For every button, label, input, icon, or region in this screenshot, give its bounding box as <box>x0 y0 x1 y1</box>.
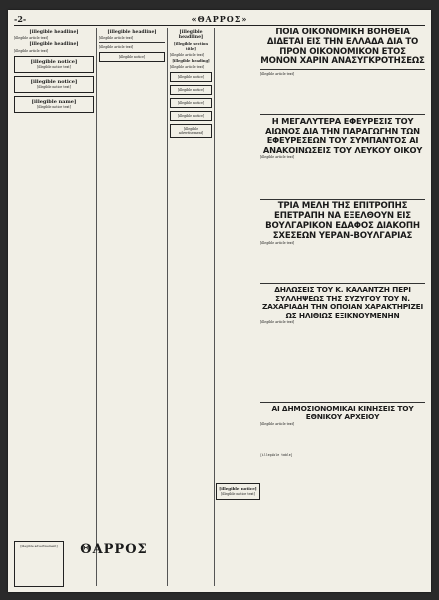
col3-notice-2: [illegible notice] <box>170 85 212 95</box>
divider <box>260 69 425 70</box>
col1-notice-title-2: [illegible notice] <box>30 78 78 85</box>
col1-notice-title-3: [illegible name] <box>31 98 77 105</box>
headline-committee: ΤΡΙΑ ΜΕΛΗ ΤΗΣ ΕΠΙΤΡΟΠΗΣ ΕΠΕΤΡΑΠΗ ΝΑ ΕΞΕΛΘΟΥΝ ΕΙΣ ΒΟΥΛΓΑΡΙΚΟΝ ΕΔΑΦΟΣ ΔΙΑΚΟΠΗ ΣΧΕΣΕΩΝ ΥΕΡΑΝ-ΒΟΥΛΓΑΡΙΑΣ <box>265 201 420 241</box>
divider <box>260 114 425 115</box>
column-2 <box>99 28 165 588</box>
col1-notice-box <box>14 56 94 73</box>
data-table: [illegible table] <box>260 452 293 457</box>
column-3 <box>170 28 212 588</box>
col4-notice <box>216 483 260 500</box>
bottom-ads <box>14 538 164 588</box>
column-rule <box>167 28 168 586</box>
col3-ad: [illegible advertisement] <box>170 124 212 138</box>
col3-notice-1: [illegible notice] <box>170 72 212 82</box>
article-archive: [illegible article text] <box>260 421 295 426</box>
column-4 <box>216 480 260 588</box>
divider <box>99 42 165 43</box>
newspaper-title: «ΘΑΡΡΟΣ» <box>191 14 248 24</box>
article-invention: [illegible article text] <box>260 155 295 160</box>
headline-economic-aid: ΠΟΙΑ ΟΙΚΟΝΟΜΙΚΗ ΒΟΗΘΕΙΑ ΔΙΔΕΤΑΙ ΕΙΣ ΤΗΝ ΕΛΛΑΔΑ ΔΙΑ ΤΟ ΠΡΟΝ ΟΙΚΟΝΟΜΙΚΟΝ ΕΤΟΣ ΜΟΝΟΝ ΧΑΡΙΝ ΑΝΑΣΥΓΚΡΟΤΗΣΕΩΣ <box>260 28 425 67</box>
col2-body-2: [illegible article text] <box>99 45 134 50</box>
col2-body-1: [illegible article text] <box>99 36 134 41</box>
headline-archive: ΑΙ ΔΗΜΟΣΙΟΝΟΜΙΚΑΙ ΚΙΝΗΣΕΙΣ ΤΟΥ ΕΘΝΙΚΟΥ ΑΡΧΕΙΟΥ <box>271 404 414 422</box>
column-rule <box>96 28 97 586</box>
newspaper-page <box>8 10 431 592</box>
col4-notice-text: [illegible notice text] <box>221 492 255 496</box>
brand-name: ΘΑΡΡΟΣ <box>80 542 148 557</box>
col3-section-title: [illegible section title] <box>174 42 208 51</box>
bottom-brand-box <box>64 542 164 557</box>
col1-notice-text-2: [illegible notice text] <box>37 84 71 89</box>
col1-body-2: [illegible article text] <box>14 48 49 53</box>
column-1 <box>14 28 94 588</box>
col1-notice-box-2 <box>14 76 94 93</box>
col3-notice-3: [illegible notice] <box>170 98 212 108</box>
col1-notice-text: [illegible notice text] <box>37 64 71 69</box>
page-number: -2- <box>14 14 27 24</box>
divider <box>260 402 425 403</box>
article-kalantzis: [illegible article text] <box>260 320 295 324</box>
col4-notice-title: [illegible notice] <box>219 486 257 491</box>
bottom-left-ad: [illegible advertisement] <box>14 541 64 587</box>
article-economic-aid: [illegible article text] <box>260 72 295 77</box>
article-committee: [illegible article text] <box>260 241 295 246</box>
main-news-area <box>260 28 425 588</box>
divider <box>260 199 425 200</box>
col1-notice-box-3 <box>14 96 94 113</box>
col1-headline-2: [illegible headline] <box>29 42 79 48</box>
col2-headline: [illegible headline] <box>107 30 157 35</box>
col1-notice-text-3: [illegible notice text] <box>37 104 71 109</box>
headline-kalantzis: ΔΗΛΩΣΕΙΣ ΤΟΥ Κ. ΚΑΛΑΝΤΖΗ ΠΕΡΙ ΣΥΛΛΗΨΕΩΣ ΤΗΣ ΣΥΖΥΓΟΥ ΤΟΥ Ν. ΖΑΧΑΡΙΑΔΗ ΤΗΝ ΟΠΟΙΑΝ ΧΑΡΑΚΤΗΡΙΖΕΙ ΩΣ ΗΛΙΘΙΩΣ ΕΞΙΚΝΟΥΜΕΝΗΝ <box>261 285 424 320</box>
col3-notice-4: [illegible notice] <box>170 111 212 121</box>
col1-body-1: [illegible article text] <box>14 36 49 41</box>
headline-invention: Η ΜΕΓΑΛΥΤΕΡΑ ΕΦΕΥΡΕΣΙΣ ΤΟΥ ΑΙΩΝΟΣ ΔΙΑ ΤΗΝ ΠΑΡΑΓΩΓΗΝ ΤΩΝ ΕΦΕΥΡΕΣΕΩΝ ΤΟΥ ΣΥΜΠΑΝΤΟΣ ΑΙ ΑΝΑΚΟΙΝΩΣΕΙΣ ΤΟΥ ΛΕΥΚΟΥ ΟΙΚΟΥ <box>262 116 423 155</box>
divider <box>260 283 425 284</box>
col3-body-1: [illegible article text] <box>170 52 205 57</box>
col1-headline-1: [illegible headline] <box>29 30 79 35</box>
col3-headline: [illegible headline] <box>178 30 204 41</box>
col3-memorial-heading: [illegible heading] <box>172 58 210 63</box>
masthead <box>14 13 425 26</box>
col3-body-2: [illegible article text] <box>170 64 205 69</box>
column-rule <box>214 28 215 586</box>
col1-notice-title: [illegible notice] <box>30 58 78 65</box>
col2-notice: [illegible notice] <box>99 52 165 62</box>
